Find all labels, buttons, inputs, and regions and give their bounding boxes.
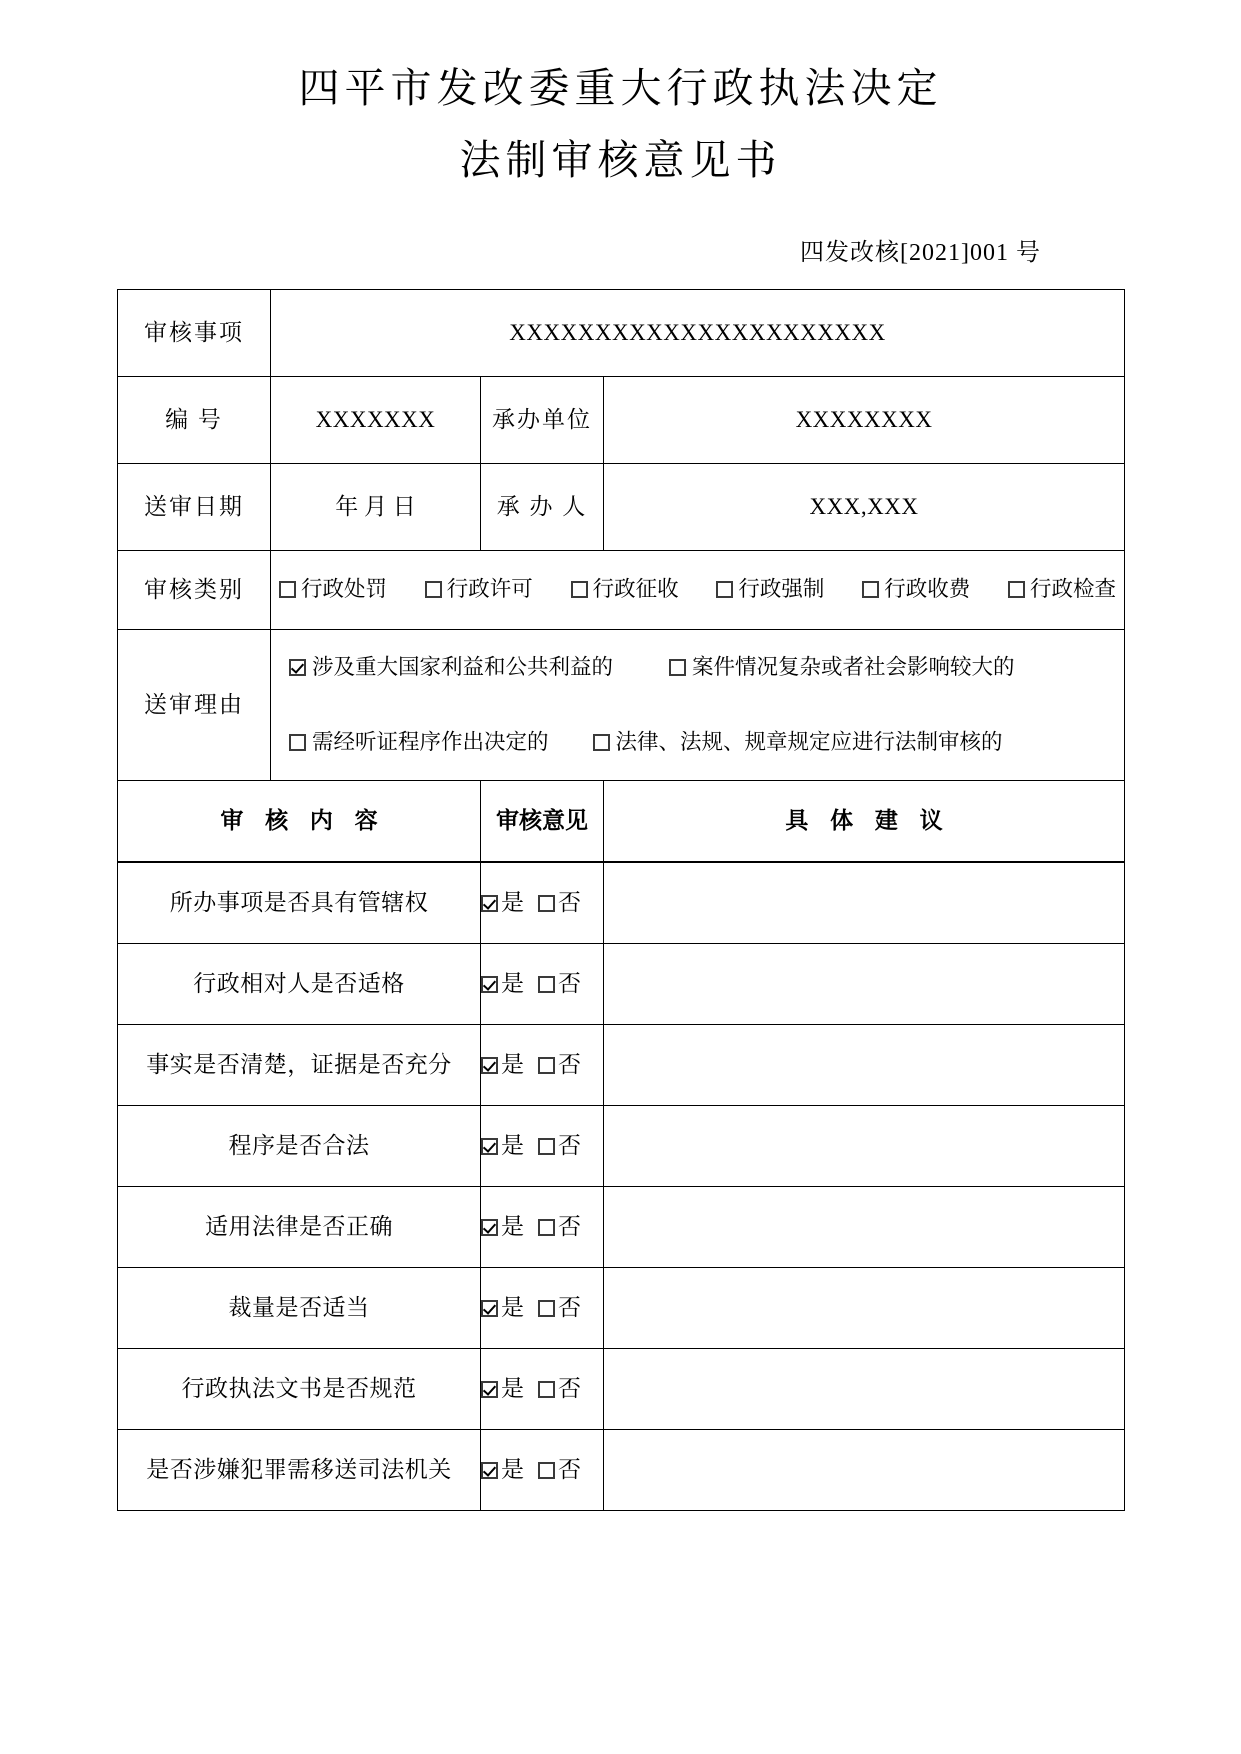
title-line-2: 法制审核意见书 <box>459 136 782 184</box>
table-row <box>118 1349 1125 1430</box>
category-options-cell <box>271 551 1125 630</box>
reason-line-2 <box>289 727 1106 758</box>
review-item-content-2: 事实是否清楚，证据是否充分 <box>118 1025 481 1106</box>
checkbox-empty-icon[interactable] <box>593 734 610 751</box>
review-item-opinion-6 <box>481 1349 604 1430</box>
checkbox-empty-icon[interactable] <box>289 734 306 751</box>
review-item-content-0: 所办事项是否具有管辖权 <box>118 863 481 944</box>
document-number: 四发改核[2021]001 号 <box>800 240 1041 266</box>
checkbox-empty-icon[interactable] <box>538 976 555 993</box>
reason-option-0-label: 涉及重大国家利益和公共利益的 <box>312 654 614 679</box>
reason-line-1 <box>289 652 1106 683</box>
category-option-4-label: 行政收费 <box>884 577 971 602</box>
yes-label: 是 <box>501 1133 524 1159</box>
review-item-content-7: 是否涉嫌犯罪需移送司法机关 <box>118 1430 481 1511</box>
reason-option-3[interactable] <box>593 727 1003 758</box>
reason-option-1[interactable] <box>669 652 1015 683</box>
category-option-3[interactable] <box>716 574 824 605</box>
checkbox-empty-icon[interactable] <box>716 581 733 598</box>
no-label: 否 <box>558 1457 581 1483</box>
category-option-3-label: 行政强制 <box>738 577 825 602</box>
review-item-opinion-7 <box>481 1430 604 1511</box>
reason-option-1-label: 案件情况复杂或者社会影响较大的 <box>692 654 1015 679</box>
checkbox-empty-icon[interactable] <box>538 895 555 912</box>
yes-label: 是 <box>501 971 524 997</box>
review-item-content-5: 裁量是否适当 <box>118 1268 481 1349</box>
header-suggestion: 具 体 建 议 <box>604 781 1125 862</box>
date-value[interactable]: 年 月 日 <box>271 464 481 551</box>
table-row <box>118 944 1125 1025</box>
checkbox-empty-icon[interactable] <box>1008 581 1025 598</box>
review-item-content-3: 程序是否合法 <box>118 1106 481 1187</box>
table-row <box>118 1268 1125 1349</box>
checkbox-empty-icon[interactable] <box>862 581 879 598</box>
unit-label: 承办单位 <box>481 377 604 464</box>
reason-options-cell <box>271 630 1125 781</box>
reason-option-2-label: 需经听证程序作出决定的 <box>312 730 549 754</box>
review-item-opinion-1 <box>481 944 604 1025</box>
unit-value[interactable]: XXXXXXXX <box>604 377 1125 464</box>
checkbox-empty-icon[interactable] <box>538 1381 555 1398</box>
review-item-suggestion-6[interactable] <box>604 1349 1125 1430</box>
checkbox-empty-icon[interactable] <box>279 581 296 598</box>
category-option-0-label: 行政处罚 <box>301 577 388 602</box>
review-item-suggestion-3[interactable] <box>604 1106 1125 1187</box>
review-form-table <box>117 289 1125 862</box>
number-label: 编 号 <box>118 377 271 464</box>
checkbox-empty-icon[interactable] <box>538 1462 555 1479</box>
yes-label: 是 <box>501 1376 524 1402</box>
review-items-table <box>117 862 1125 1511</box>
handler-label: 承 办 人 <box>481 464 604 551</box>
header-opinion: 审核意见 <box>481 781 604 862</box>
checkbox-checked-icon[interactable] <box>481 1381 498 1398</box>
review-item-opinion-0 <box>481 863 604 944</box>
table-row-number <box>118 377 1125 464</box>
review-item-suggestion-0[interactable] <box>604 863 1125 944</box>
checkbox-empty-icon[interactable] <box>571 581 588 598</box>
category-label: 审核类别 <box>118 551 271 630</box>
review-item-opinion-5 <box>481 1268 604 1349</box>
review-header-row <box>118 781 1125 862</box>
category-option-5[interactable] <box>1008 574 1116 605</box>
no-label: 否 <box>558 1052 581 1078</box>
category-option-2-label: 行政征收 <box>592 577 679 602</box>
reason-option-2[interactable] <box>289 727 549 758</box>
checkbox-empty-icon[interactable] <box>669 659 686 676</box>
checkbox-checked-icon[interactable] <box>289 659 306 676</box>
matter-label: 审核事项 <box>118 290 271 377</box>
review-item-opinion-2 <box>481 1025 604 1106</box>
reason-option-list <box>271 634 1124 776</box>
review-item-suggestion-7[interactable] <box>604 1430 1125 1511</box>
review-item-suggestion-5[interactable] <box>604 1268 1125 1349</box>
category-option-4[interactable] <box>862 574 970 605</box>
checkbox-checked-icon[interactable] <box>481 1300 498 1317</box>
yes-label: 是 <box>501 1052 524 1078</box>
table-row <box>118 1106 1125 1187</box>
category-option-0[interactable] <box>279 574 387 605</box>
checkbox-checked-icon[interactable] <box>481 1462 498 1479</box>
yes-label: 是 <box>501 1214 524 1240</box>
no-label: 否 <box>558 1376 581 1402</box>
review-item-suggestion-4[interactable] <box>604 1187 1125 1268</box>
reason-option-3-label: 法律、法规、规章规定应进行法制审核的 <box>615 730 1003 754</box>
number-value[interactable]: XXXXXXX <box>271 377 481 464</box>
category-option-1-label: 行政许可 <box>446 577 533 602</box>
date-label: 送审日期 <box>118 464 271 551</box>
no-label: 否 <box>558 1133 581 1159</box>
header-content: 审 核 内 容 <box>118 781 481 862</box>
category-option-2[interactable] <box>571 574 679 605</box>
checkbox-empty-icon[interactable] <box>538 1300 555 1317</box>
review-item-suggestion-1[interactable] <box>604 944 1125 1025</box>
table-row <box>118 1187 1125 1268</box>
table-row <box>118 1025 1125 1106</box>
document-title <box>0 0 1241 196</box>
review-item-content-1: 行政相对人是否适格 <box>118 944 481 1025</box>
checkbox-checked-icon[interactable] <box>481 1219 498 1236</box>
no-label: 否 <box>558 890 581 916</box>
table-row-reason <box>118 630 1125 781</box>
checkbox-checked-icon[interactable] <box>481 895 498 912</box>
review-item-suggestion-2[interactable] <box>604 1025 1125 1106</box>
yes-label: 是 <box>501 1457 524 1483</box>
checkbox-empty-icon[interactable] <box>538 1219 555 1236</box>
category-option-5-label: 行政检查 <box>1029 577 1116 602</box>
checkbox-checked-icon[interactable] <box>481 976 498 993</box>
table-row-matter <box>118 290 1125 377</box>
checkbox-empty-icon[interactable] <box>538 1138 555 1155</box>
yes-label: 是 <box>501 1295 524 1321</box>
review-item-content-4: 适用法律是否正确 <box>118 1187 481 1268</box>
handler-value[interactable]: XXX,XXX <box>604 464 1125 551</box>
reason-option-0[interactable] <box>289 652 613 683</box>
checkbox-checked-icon[interactable] <box>481 1138 498 1155</box>
reason-label: 送审理由 <box>118 630 271 781</box>
review-item-opinion-3 <box>481 1106 604 1187</box>
review-item-content-6: 行政执法文书是否规范 <box>118 1349 481 1430</box>
title-line-1: 四平市发改委重大行政执法决定 <box>298 64 943 112</box>
table-row <box>118 1430 1125 1511</box>
table-row <box>118 863 1125 944</box>
category-option-list <box>271 574 1124 605</box>
no-label: 否 <box>558 971 581 997</box>
review-item-opinion-4 <box>481 1187 604 1268</box>
no-label: 否 <box>558 1214 581 1240</box>
form-container <box>0 289 1241 1511</box>
checkbox-empty-icon[interactable] <box>538 1057 555 1074</box>
checkbox-checked-icon[interactable] <box>481 1057 498 1074</box>
table-row-category <box>118 551 1125 630</box>
yes-label: 是 <box>501 890 524 916</box>
matter-value[interactable]: XXXXXXXXXXXXXXXXXXXXXX <box>271 290 1125 377</box>
table-row-date <box>118 464 1125 551</box>
no-label: 否 <box>558 1295 581 1321</box>
checkbox-empty-icon[interactable] <box>425 581 442 598</box>
category-option-1[interactable] <box>425 574 533 605</box>
